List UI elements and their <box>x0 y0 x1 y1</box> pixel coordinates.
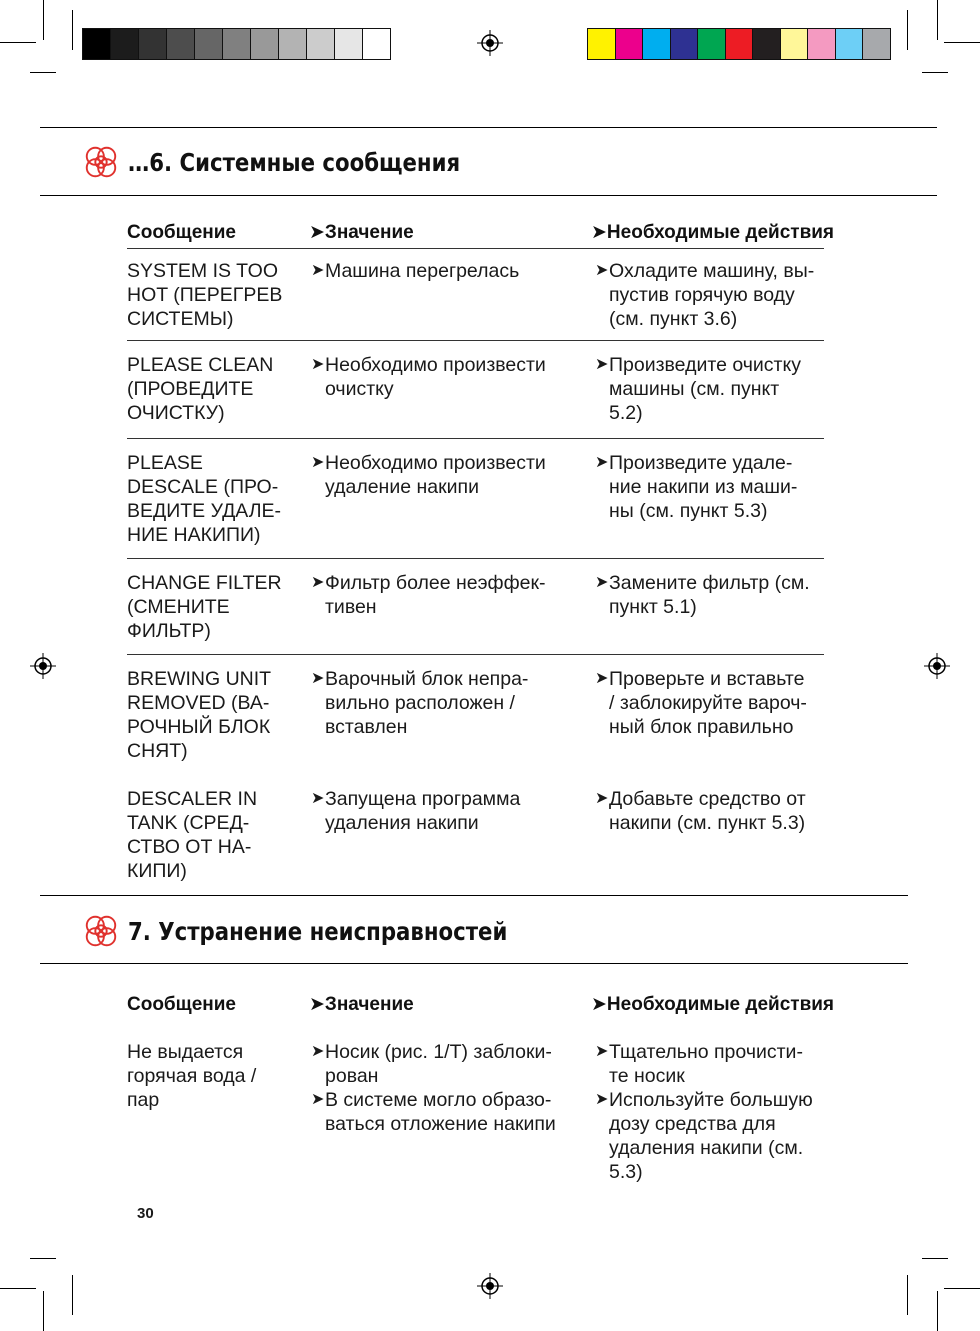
text-line <box>325 475 585 499</box>
text-span: РОЧНЫЙ БЛОК <box>127 716 271 738</box>
text-span: очистку <box>325 378 394 400</box>
color-swatch <box>753 29 781 59</box>
text-span: (ПРОВЕДИТЕ <box>127 378 254 400</box>
text-span: HOT (ПЕРЕГРЕВ <box>127 284 283 306</box>
text-line <box>609 691 839 715</box>
color-swatch <box>139 29 167 59</box>
text-line <box>127 283 302 307</box>
text-span: машины (см. пункт <box>609 378 780 400</box>
text-span: Не выдается <box>127 1041 244 1063</box>
text-span: СНЯТ) <box>127 740 188 762</box>
text-span: Добавьте средство от <box>609 788 806 810</box>
text-line <box>127 475 302 499</box>
crop-mark <box>30 1258 56 1259</box>
registration-mark-icon <box>924 653 950 679</box>
text-span: BREWING UNIT <box>127 668 272 690</box>
text-span: В системе могло образо- <box>325 1089 552 1111</box>
action-cell <box>595 1088 839 1184</box>
registration-mark-icon <box>477 30 503 56</box>
arrow-icon: ➤ <box>309 222 325 243</box>
text-span: Необходимо произвести <box>325 452 546 474</box>
meaning-cell <box>311 1040 585 1088</box>
message-cell <box>127 259 302 331</box>
message-cell <box>127 571 302 643</box>
text-line <box>595 667 839 691</box>
text-line <box>609 1064 839 1088</box>
registration-mark-icon <box>477 1273 503 1299</box>
text-span: СТВО ОТ НА- <box>127 836 252 858</box>
crop-mark <box>937 0 938 40</box>
text-span: CHANGE FILTER <box>127 572 282 594</box>
text-line <box>127 353 302 377</box>
section-6-header <box>82 143 519 181</box>
text-line <box>127 307 302 331</box>
text-line <box>127 619 302 643</box>
text-line <box>127 811 302 835</box>
text-line <box>127 667 302 691</box>
arrow-icon: ➤ <box>595 574 609 591</box>
text-line <box>311 1040 585 1064</box>
text-line <box>595 571 839 595</box>
color-swatch <box>588 29 616 59</box>
crop-mark <box>72 10 73 50</box>
color-swatch <box>643 29 671 59</box>
action-cell <box>595 787 839 835</box>
text-line <box>609 499 839 523</box>
color-swatch <box>307 29 335 59</box>
gray-scale-bar <box>82 28 391 60</box>
text-line <box>127 451 302 475</box>
text-line <box>595 353 839 377</box>
text-span: Произведите очистку <box>609 354 801 376</box>
text-span: Произведите удале- <box>609 452 793 474</box>
text-line <box>311 353 585 377</box>
text-span: тивен <box>325 596 377 618</box>
color-swatch <box>836 29 864 59</box>
color-scale-bar <box>587 28 891 60</box>
text-line <box>325 377 585 401</box>
text-span: (см. пункт 3.6) <box>609 308 738 330</box>
column-header-message: Сообщение <box>127 222 236 243</box>
text-line <box>127 401 302 425</box>
section-rule <box>40 195 937 196</box>
crop-mark <box>907 1275 908 1315</box>
brand-swirl-icon <box>82 912 120 950</box>
text-span: Используйте большую <box>609 1089 813 1111</box>
color-swatch <box>167 29 195 59</box>
brand-swirl-icon <box>82 143 120 181</box>
column-header-meaning: ➤Значение <box>309 994 414 1015</box>
text-line <box>127 499 302 523</box>
color-swatch <box>671 29 699 59</box>
column-header-message: Сообщение <box>127 994 236 1015</box>
crop-mark <box>922 1258 948 1259</box>
color-swatch <box>808 29 836 59</box>
row-divider <box>127 654 824 655</box>
crop-mark <box>30 72 56 73</box>
arrow-icon: ➤ <box>595 1091 609 1108</box>
text-line <box>595 1040 839 1064</box>
crop-mark <box>0 1288 36 1289</box>
text-span: ВЕДИТЕ УДАЛЕ- <box>127 500 282 522</box>
text-span: ваться отложение накипи <box>325 1113 556 1135</box>
crop-mark <box>944 1288 980 1289</box>
text-span: вильно расположен / <box>325 692 515 714</box>
meaning-cell <box>311 451 585 499</box>
color-swatch <box>111 29 139 59</box>
text-line <box>595 451 839 475</box>
column-header-action: ➤Необходимые действия <box>591 994 835 1015</box>
meaning-cell <box>311 1088 585 1136</box>
text-span: пункт 5.1) <box>609 596 697 618</box>
text-line <box>325 595 585 619</box>
text-span: REMOVED (ВА- <box>127 692 270 714</box>
text-line <box>311 571 585 595</box>
text-span: PLEASE <box>127 452 203 474</box>
text-line <box>325 1112 585 1136</box>
text-span: Запущена программа <box>325 788 521 810</box>
text-line <box>127 859 302 883</box>
text-span: пар <box>127 1089 160 1111</box>
text-span: DESCALER IN <box>127 788 258 810</box>
header-divider <box>127 248 824 249</box>
text-span: Необходимо произвести <box>325 354 546 376</box>
arrow-icon: ➤ <box>595 790 609 807</box>
color-swatch <box>251 29 279 59</box>
color-swatch <box>223 29 251 59</box>
arrow-icon: ➤ <box>311 356 325 373</box>
text-span: ны (см. пункт 5.3) <box>609 500 768 522</box>
text-line <box>609 475 839 499</box>
action-cell <box>595 451 839 523</box>
text-span: НИЕ НАКИПИ) <box>127 524 261 546</box>
text-line <box>609 283 839 307</box>
text-line <box>609 377 839 401</box>
text-line <box>609 715 839 739</box>
text-line <box>311 667 585 691</box>
text-line <box>609 811 839 835</box>
text-line <box>127 595 302 619</box>
text-line <box>127 259 302 283</box>
text-span: накипи (см. пункт 5.3) <box>609 812 806 834</box>
text-line <box>325 691 585 715</box>
registration-mark-icon <box>30 653 56 679</box>
color-swatch <box>726 29 754 59</box>
meaning-cell <box>311 353 585 401</box>
text-line <box>127 571 302 595</box>
text-span: Носик (рис. 1/T) заблоки- <box>325 1041 552 1063</box>
text-line <box>595 787 839 811</box>
arrow-icon: ➤ <box>595 454 609 471</box>
text-span: 5.2) <box>609 402 643 424</box>
color-swatch <box>195 29 223 59</box>
text-line <box>595 1088 839 1112</box>
text-line <box>127 523 302 547</box>
crop-mark <box>937 1291 938 1331</box>
message-cell <box>127 667 302 763</box>
crop-mark <box>72 1275 73 1315</box>
crop-mark <box>0 42 36 43</box>
color-swatch <box>363 29 390 59</box>
crop-mark <box>43 0 44 40</box>
text-line <box>311 259 585 283</box>
row-divider <box>127 558 824 559</box>
text-line <box>311 451 585 475</box>
meaning-cell <box>311 259 585 283</box>
action-cell <box>595 667 839 739</box>
arrow-icon: ➤ <box>591 222 607 243</box>
text-line <box>609 307 839 331</box>
text-span: пустив горячую воду <box>609 284 795 306</box>
page-number: 30 <box>137 1205 154 1222</box>
meaning-cell <box>311 571 585 619</box>
crop-mark <box>944 42 980 43</box>
section-rule <box>40 963 908 964</box>
text-span: КИПИ) <box>127 860 187 882</box>
text-span: (СМЕНИТЕ <box>127 596 230 618</box>
arrow-icon: ➤ <box>311 670 325 687</box>
text-span: удаление накипи <box>325 476 479 498</box>
text-line <box>609 401 839 425</box>
section-rule <box>40 127 937 128</box>
action-cell <box>595 1040 839 1088</box>
text-span: Тщательно прочисти- <box>609 1041 803 1063</box>
text-line <box>595 259 839 283</box>
text-line <box>127 787 302 811</box>
text-span: PLEASE CLEAN <box>127 354 274 376</box>
arrow-icon: ➤ <box>591 994 607 1015</box>
color-swatch <box>863 29 890 59</box>
message-cell <box>127 353 302 425</box>
arrow-icon: ➤ <box>595 1043 609 1060</box>
text-line <box>127 1040 302 1064</box>
text-line <box>311 1088 585 1112</box>
text-span: рован <box>325 1065 379 1087</box>
meaning-cell <box>311 787 585 835</box>
arrow-icon: ➤ <box>309 994 325 1015</box>
text-line <box>609 1112 839 1136</box>
text-line <box>127 1088 302 1112</box>
text-span: СИСТЕМЫ) <box>127 308 234 330</box>
message-cell <box>127 787 302 883</box>
meaning-cell <box>311 667 585 739</box>
text-line <box>127 715 302 739</box>
text-span: Фильтр более неэффек- <box>325 572 546 594</box>
action-cell <box>595 353 839 425</box>
text-span: TANK (СРЕД- <box>127 812 250 834</box>
row-divider <box>127 340 824 341</box>
arrow-icon: ➤ <box>311 790 325 807</box>
text-line <box>127 835 302 859</box>
section-title: …6. Системные сообщения <box>128 147 461 177</box>
message-cell <box>127 1040 302 1112</box>
text-span: Проверьте и вставьте <box>609 668 805 690</box>
text-span: SYSTEM IS TOO <box>127 260 278 282</box>
arrow-icon: ➤ <box>311 454 325 471</box>
text-line <box>325 811 585 835</box>
text-line <box>127 739 302 763</box>
crop-mark <box>907 10 908 50</box>
arrow-icon: ➤ <box>311 262 325 279</box>
text-span: вставлен <box>325 716 408 738</box>
arrow-icon: ➤ <box>311 1091 325 1108</box>
text-span: ОЧИСТКУ) <box>127 402 225 424</box>
column-header-meaning: ➤Значение <box>309 222 414 243</box>
section-7-header <box>82 912 574 950</box>
color-swatch <box>616 29 644 59</box>
text-span: 5.3) <box>609 1161 643 1183</box>
arrow-icon: ➤ <box>311 1043 325 1060</box>
color-swatch <box>279 29 307 59</box>
crop-mark <box>922 72 948 73</box>
color-swatch <box>335 29 363 59</box>
text-line <box>127 377 302 401</box>
arrow-icon: ➤ <box>311 574 325 591</box>
text-line <box>311 787 585 811</box>
text-span: ние накипи из маши- <box>609 476 798 498</box>
text-span: горячая вода / <box>127 1065 257 1087</box>
text-line <box>609 595 839 619</box>
arrow-icon: ➤ <box>595 356 609 373</box>
color-swatch <box>83 29 111 59</box>
text-span: Машина перегрелась <box>325 260 520 282</box>
row-divider <box>127 438 824 439</box>
color-swatch <box>781 29 809 59</box>
text-span: удаления накипи <box>325 812 479 834</box>
text-span: ФИЛЬТР) <box>127 620 211 642</box>
section-rule <box>40 895 908 896</box>
text-span: те носик <box>609 1065 685 1087</box>
arrow-icon: ➤ <box>595 262 609 279</box>
text-line <box>609 1136 839 1160</box>
action-cell <box>595 571 839 619</box>
crop-mark <box>43 1291 44 1331</box>
column-header-action: ➤Необходимые действия <box>591 222 835 243</box>
text-line <box>127 691 302 715</box>
text-span: Варочный блок непра- <box>325 668 529 690</box>
text-span: Замените фильтр (см. <box>609 572 810 594</box>
arrow-icon: ➤ <box>595 670 609 687</box>
text-span: DESCALE (ПРО- <box>127 476 279 498</box>
text-line <box>325 715 585 739</box>
text-span: дозу средства для <box>609 1113 776 1135</box>
text-span: Охладите машину, вы- <box>609 260 815 282</box>
text-span: / заблокируйте вароч- <box>609 692 807 714</box>
message-cell <box>127 451 302 547</box>
text-line <box>127 1064 302 1088</box>
text-span: удаления накипи (см. <box>609 1137 804 1159</box>
color-swatch <box>698 29 726 59</box>
text-span: ный блок правильно <box>609 716 794 738</box>
text-line <box>609 1160 839 1184</box>
section-title: 7. Устранение неисправностей <box>128 916 508 946</box>
action-cell <box>595 259 839 331</box>
text-line <box>325 1064 585 1088</box>
